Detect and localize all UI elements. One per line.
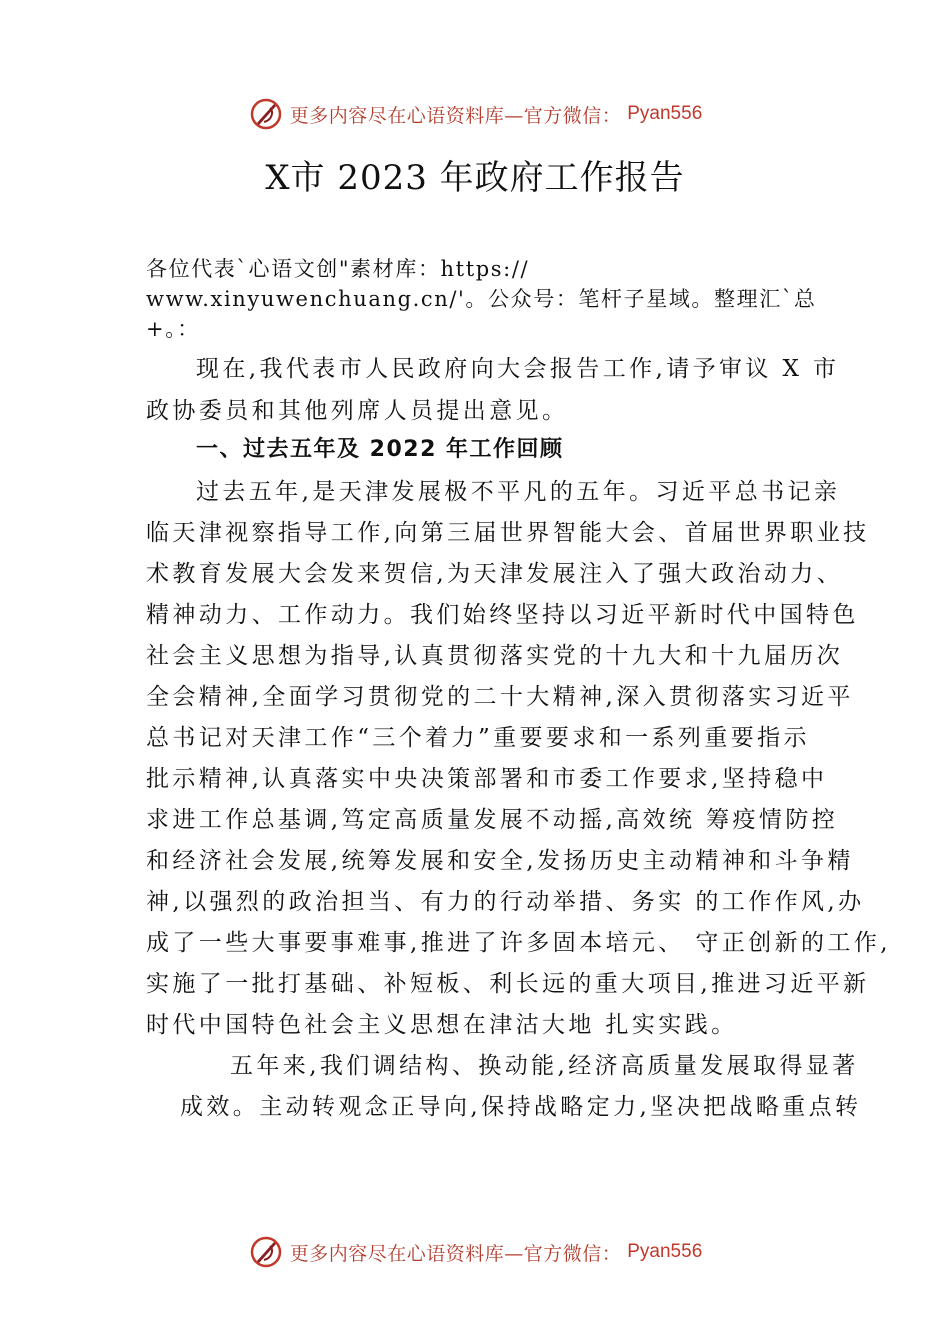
quill-logo-icon bbox=[248, 96, 284, 132]
quill-logo-icon bbox=[248, 1234, 284, 1270]
body-line: 批示精神,认真落实中央决策部署和市委工作要求,坚持稳中 bbox=[146, 766, 828, 792]
body-line: 社会主义思想为指导,认真贯彻落实党的十九大和十九届历次 bbox=[146, 643, 844, 669]
preface-line: 各位代表`心语文创"素材库：https:// bbox=[146, 257, 530, 281]
body-line: 和经济社会发展,统筹发展和安全,发扬历史主动精神和斗争精 bbox=[146, 848, 854, 874]
intro-line: 政协委员和其他列席人员提出意见。 bbox=[146, 398, 569, 424]
watermark-text: 更多内容尽在心语资料库—官方微信： bbox=[289, 104, 622, 127]
watermark-text: 更多内容尽在心语资料库—官方微信： bbox=[289, 1242, 622, 1265]
body-line: 神,以强烈的政治担当、有力的行动举措、务实 的工作作风,办 bbox=[146, 889, 865, 915]
body-line: 过去五年,是天津发展极不平凡的五年。习近平总书记亲 bbox=[196, 479, 841, 505]
watermark-account: Pyan556 bbox=[627, 1241, 703, 1262]
para2-line: 成效。主动转观念正导向,保持战略定力,坚决把战略重点转 bbox=[180, 1094, 862, 1120]
watermark-account: Pyan556 bbox=[627, 103, 703, 124]
top-watermark-banner bbox=[0, 94, 950, 134]
document-title: X市 2023 年政府工作报告 bbox=[265, 158, 685, 198]
intro-line: 现在,我代表市人民政府向大会报告工作,请予审议 X 市 bbox=[196, 356, 840, 382]
body-line: 全会精神,全面学习贯彻党的二十大精神,深入贯彻落实习近平 bbox=[146, 684, 854, 710]
body-line: 精神动力、工作动力。我们始终坚持以习近平新时代中国特色 bbox=[146, 602, 859, 628]
body-line: 术教育发展大会发来贺信,为天津发展注入了强大政治动力、 bbox=[146, 561, 844, 587]
body-line: 实施了一批打基础、补短板、利长远的重大项目,推进习近平新 bbox=[146, 971, 870, 997]
body-line: 临天津视察指导工作,向第三届世界智能大会、首届世界职业技 bbox=[146, 520, 870, 546]
preface-line: +。： bbox=[146, 317, 200, 341]
body-line: 成了一些大事要事难事,推进了许多固本培元、 守正创新的工作, bbox=[146, 930, 891, 956]
para2-line: 五年来,我们调结构、换动能,经济高质量发展取得显著 bbox=[230, 1053, 859, 1079]
section-heading: 一、过去五年及 2022 年工作回顾 bbox=[196, 437, 564, 462]
preface-line: www.xinyuwenchuang.cn/'。公众号：笔杆子星域。整理汇`总 bbox=[146, 287, 817, 311]
bottom-watermark-banner bbox=[0, 1232, 950, 1272]
body-line: 时代中国特色社会主义思想在津沽大地 扎实实践。 bbox=[146, 1012, 738, 1038]
body-line: 求进工作总基调,笃定高质量发展不动摇,高效统 筹疫情防控 bbox=[146, 807, 839, 833]
body-line: 总书记对天津工作“三个着力”重要要求和一系列重要指示 bbox=[146, 725, 810, 751]
